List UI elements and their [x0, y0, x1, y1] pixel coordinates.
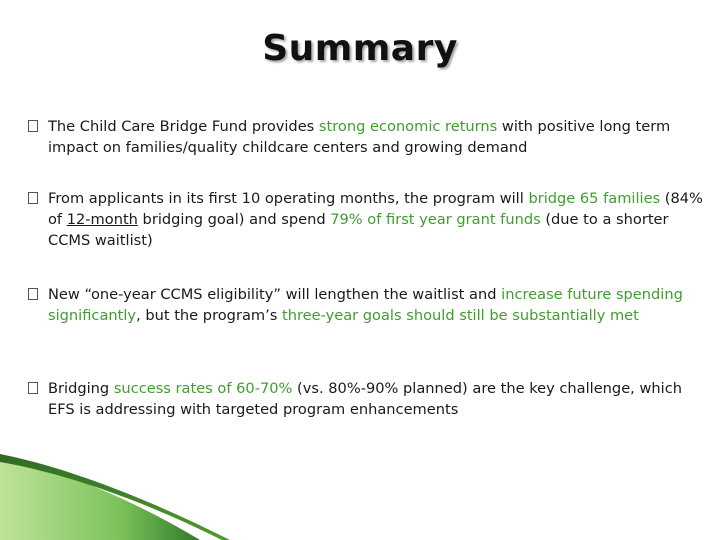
bullet-item — [28, 188, 704, 251]
underlined-text: 12-month — [66, 211, 138, 228]
bullet-marker-icon — [28, 120, 38, 132]
bullet-item — [28, 284, 704, 326]
highlight-text: three-year goals should still be substantially met — [281, 307, 639, 324]
decorative-wave — [0, 450, 720, 540]
highlight-text: increase future spending significantly — [48, 286, 683, 324]
bullet-item — [28, 116, 704, 158]
highlight-text: strong economic returns — [318, 118, 498, 135]
bullet-marker-icon — [28, 382, 38, 394]
bullet-text: Bridging success rates of 60-70% (vs. 80%-90% planned) are the key challenge, which EFS is addressing with targeted program enhancements — [48, 380, 682, 418]
bullet-item — [28, 378, 704, 420]
bullet-marker-icon — [28, 192, 38, 204]
bullet-text: New “one-year CCMS eligibility” will lengthen the waitlist and increase future spending significantly, but the program’s three-year goals should still be substantially met — [48, 286, 683, 324]
bullet-text: The Child Care Bridge Fund provides strong economic returns with positive long term impact on families/quality childcare centers and growing demand — [48, 118, 671, 156]
highlight-text: 79% of first year grant funds — [330, 211, 541, 228]
bullet-marker-icon — [28, 288, 38, 300]
highlight-text: success rates of 60-70% — [113, 380, 293, 397]
highlight-text: bridge 65 families — [528, 190, 661, 207]
slide-title: Summary — [262, 28, 458, 69]
bullet-text: From applicants in its first 10 operating months, the program will bridge 65 families (84% of 12-month bridging goal) and spend 79% of first year grant funds (due to a shorter CCMS waitlist) — [48, 190, 703, 249]
